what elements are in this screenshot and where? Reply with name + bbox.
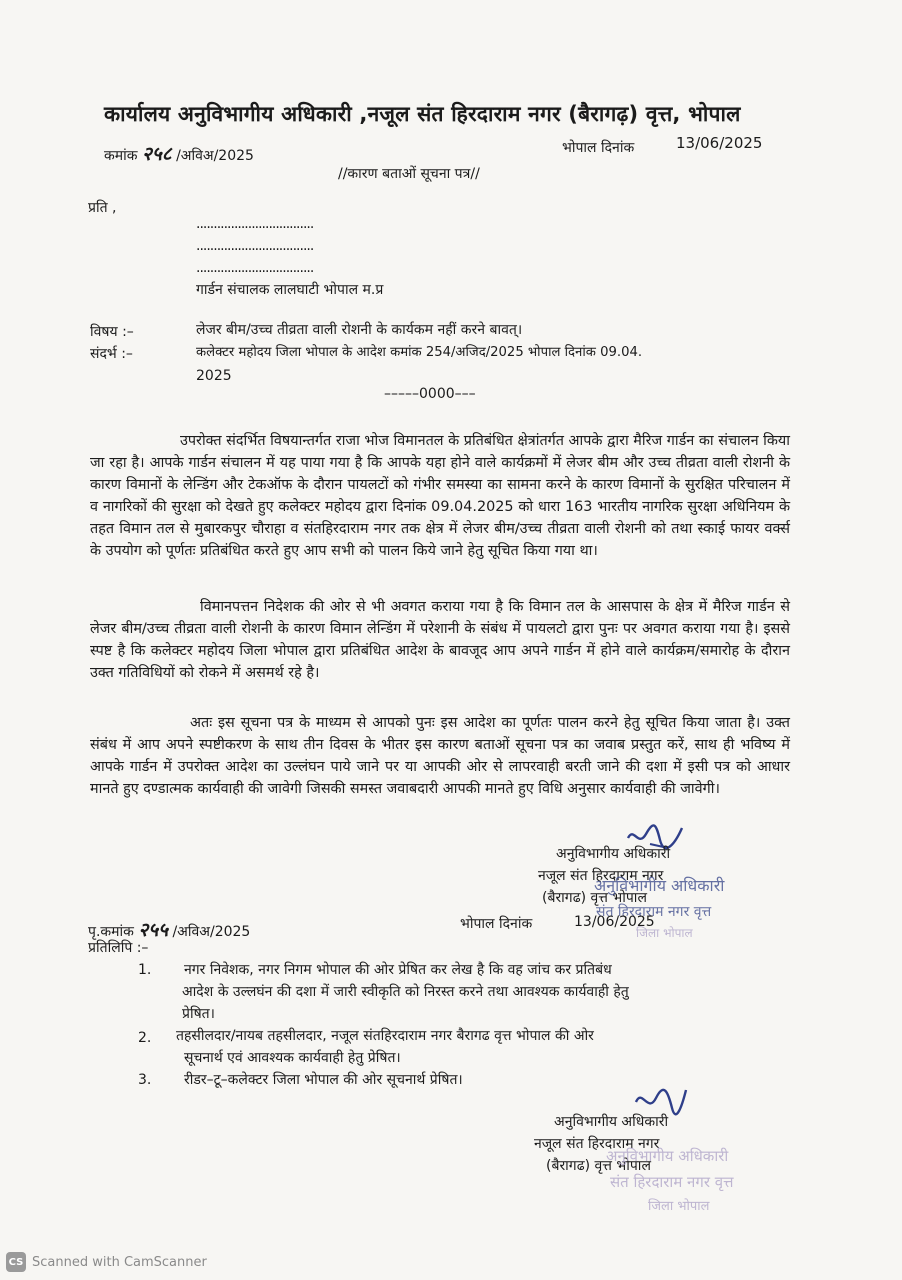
to-label: प्रति ,: [88, 200, 117, 216]
body-paragraph-1: उपरोक्त संदर्भित विषयान्तर्गत राजा भोज विमानतल के प्रतिबंधित क्षेत्रांतर्गत आपके द्वारा मैरिज गार्डन का संचालन किया जा रहा है। आपके गार्डन संचालन में यह पाया गया है कि आपके यहा होने वाले कार्यक्रमों में लेजर बीम और उच्च तीव्रता वाली रोशनी के कारण विमानों के लेन्डिंग और टेकऑफ के दौरान पायलटों को गंभीर समस्या का सामना करने के कारण विमानों के सुरक्षित परिचालन में व नागरिकों की सुरक्षा को देखते हुए कलेक्टर महोदय द्वारा दिनांक 09.04.2025 को धारा 163 भारतीय नागरिक सुरक्षा अधिनियम के तहत विमान तल से मुबारकपुर चौराहा व संतहिरदाराम नगर तक क्षेत्र में लेजर बीम/उच्च तीव्रता वाली रोशनी को तथा स्काई फायर वर्क्स के उपयोग को पूर्णतः प्रतिबंधित करते हुए आप सभी को पालन किये जाने हेतु सूचित किया गया था।: [90, 433, 790, 559]
date-label: भोपाल दिनांक: [562, 140, 635, 156]
reference-prefix: कमांक: [104, 148, 138, 164]
body-paragraph-3: अतः इस सूचना पत्र के माध्यम से आपको पुनः इस आदेश का पूर्णतः पालन करने हेतु सूचित किया जाता है। उक्त संबंध में आप अपने स्पष्टीकरण के साथ तीन दिवस के भीतर इस कारण बताओं सूचना पत्र का जवाब प्रस्तुत करें, साथ ही भविष्य में आपके गार्डन में उपरोक्त आदेश का उल्लंघन पाये जाने पर या आपकी ओर से लापरवाही बरती जाने की दशा में इसी पत्र को आधार मानते हुए दण्डात्मक कार्यवाही की जावेगी जिसकी समस्त जवाबदारी आपकी मानते हुए विधि अनुसार कार्यवाही की जावेगी।: [90, 715, 790, 797]
reference-label: संदर्भ :–: [90, 346, 133, 362]
list-item-text: नगर निवेशक, नगर निगम भोपाल की ओर प्रेषित कर लेख है कि वह जांच कर प्रतिबंध: [184, 962, 612, 978]
signatory-title: अनुविभागीय अधिकारी: [556, 846, 671, 862]
office-title: कार्यालय अनुविभागीय अधिकारी ,नजूल संत हिरदाराम नगर (बैरागढ़) वृत्त, भोपाल: [104, 102, 741, 126]
camscanner-icon: CS: [6, 1252, 26, 1272]
copy-date-label: भोपाल दिनांक: [460, 916, 533, 932]
reference-text-continued: 2025: [196, 368, 232, 384]
copy-label: प्रतिलिपि :–: [88, 940, 149, 956]
signatory-location: (बैरागढ) वृत्त भोपाल: [542, 890, 647, 906]
subject-label: विषय :–: [90, 324, 134, 340]
notice-heading: //कारण बताओं सूचना पत्र//: [338, 166, 480, 182]
copy-reference-handwritten-number: २५५: [138, 919, 168, 941]
blank-line: ..................................: [196, 260, 314, 276]
date-value: 13/06/2025: [676, 134, 763, 152]
reference-number: [104, 140, 254, 166]
official-stamp-line: जिला भोपाल: [648, 1199, 710, 1214]
scanner-watermark: [6, 1252, 207, 1272]
signatory-office: नजूल संत हिरदाराम नगर: [534, 1136, 660, 1152]
blank-line: ..................................: [196, 238, 314, 254]
copy-reference-suffix: /अविअ/2025: [172, 924, 251, 940]
separator: –––––0000–––: [384, 386, 476, 402]
signatory-title: अनुविभागीय अधिकारी: [554, 1114, 669, 1130]
signatory-location: (बैरागढ) वृत्त भोपाल: [546, 1158, 651, 1174]
list-item-number: 3.: [138, 1072, 152, 1088]
copy-date-value: 13/06/2025: [574, 914, 655, 930]
subject-text: लेजर बीम/उच्च तीव्रता वाली रोशनी के कार्यकम नहीं करने बावत्।: [196, 322, 523, 338]
official-stamp-line: अनुविभागीय अधिकारी: [594, 876, 725, 895]
reference-suffix: /अविअ/2025: [176, 148, 254, 164]
reference-handwritten-number: २५८: [141, 143, 172, 165]
official-stamp-line: संत हिरदाराम नगर वृत्त: [610, 1173, 734, 1191]
body-paragraph-2: विमानपत्तन निदेशक की ओर से भी अवगत कराया गया है कि विमान तल के आसपास के क्षेत्र में मैरिज गार्डन से लेजर बीम/उच्च तीव्रता वाली रोशनी के कारण विमान लेन्डिंग में परेशानी के संबंध में पायलटो द्वारा पुनः पर अवगत कराया गया है। इससे स्पष्ट है कि कलेक्टर महोदय जिला भोपाल द्वारा प्रतिबंधित आदेश के बावजूद आप अपने गार्डन में होने वाले कार्यक्रम/समारोह के दौरान उक्त गतिविधियों को रोकने में असमर्थ रहे है।: [90, 599, 790, 681]
official-stamp-line: जिला भोपाल: [636, 926, 693, 940]
list-item-number: 1.: [138, 962, 152, 978]
list-item-text: सूचनार्थ एवं आवश्यक कार्यवाही हेतु प्रेषित।: [184, 1050, 401, 1066]
list-item-number: 2.: [138, 1030, 152, 1046]
recipient-address: गार्डन संचालक लालघाटी भोपाल म.प्र: [196, 282, 384, 298]
official-stamp-line: अनुविभागीय अधिकारी: [606, 1147, 729, 1165]
list-item-text: तहसीलदार/नायब तहसीलदार, नजूल संतहिरदाराम नगर बैरागढ वृत्त भोपाल की ओर: [176, 1028, 594, 1044]
signatory-office: नजूल संत हिरदाराम नगर: [538, 868, 664, 884]
list-item-text: रीडर–टू–कलेक्टर जिला भोपाल की ओर सूचनार्थ प्रेषित।: [184, 1072, 463, 1088]
official-stamp-line: संत हिरदाराम नगर वृत्त: [596, 904, 712, 920]
list-item-text: आदेश के उल्लघंन की दशा में जारी स्वीकृति को निरस्त करने तथा आवश्यक कार्यवाही हेतु: [182, 984, 629, 1000]
copy-reference-prefix: पृ.कमांक: [88, 924, 134, 940]
reference-text: कलेक्टर महोदय जिला भोपाल के आदेश कमांक 254/अजिद/2025 भोपाल दिनांक 09.04.: [196, 345, 643, 360]
blank-line: ..................................: [196, 216, 314, 232]
scanner-watermark-text: Scanned with CamScanner: [32, 1254, 207, 1270]
list-item-text: प्रेषित।: [182, 1006, 215, 1022]
